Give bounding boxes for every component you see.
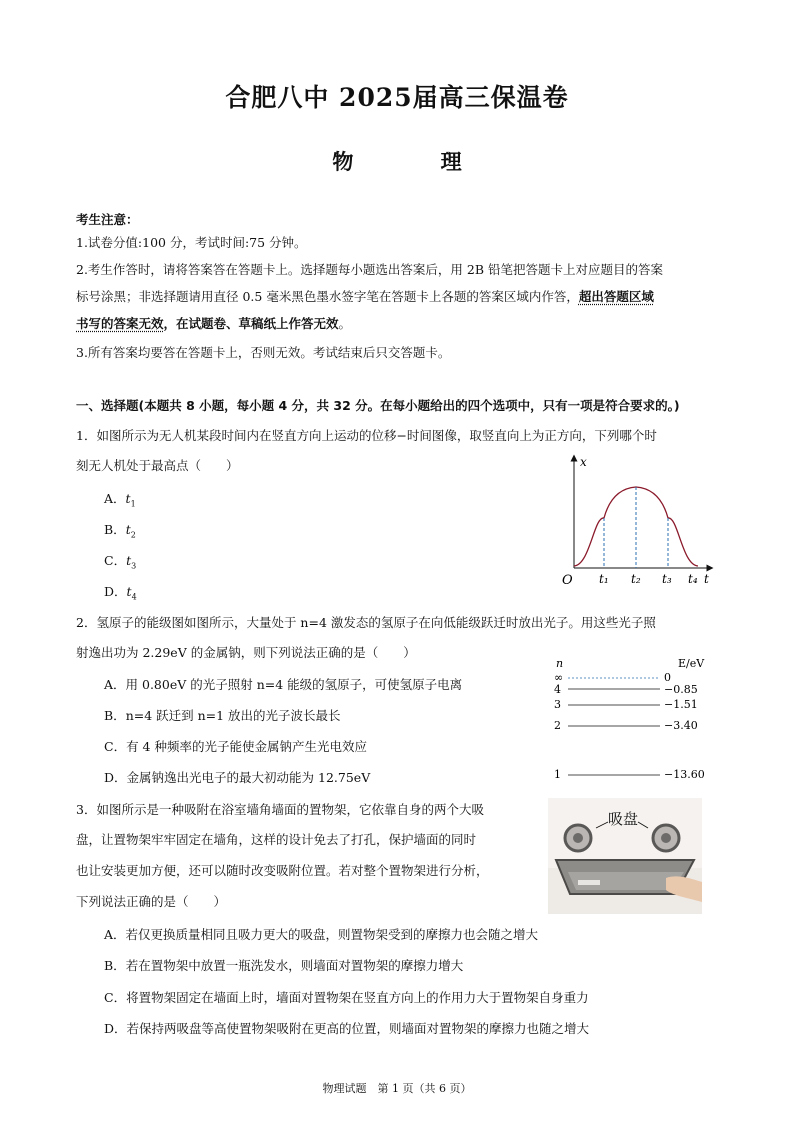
option-label: C．: [104, 990, 127, 1005]
option-label: A．: [104, 491, 126, 506]
energy-label: E/eV: [678, 657, 705, 670]
option-subscript: 1: [130, 499, 136, 509]
shelf-brand-plate: [578, 880, 600, 885]
notice-item-1: 1.试卷分值:100 分，考试时间:75 分钟。: [76, 235, 307, 250]
option-text: 若在置物架中放置一瓶洗发水，则墙面对置物架的摩擦力增大: [125, 958, 464, 973]
q2-option-b: [104, 706, 341, 724]
option-subscript: 3: [131, 561, 137, 571]
page-footer: 物理试题 第 1 页（共 6 页）: [322, 1082, 472, 1095]
notice-item-2-line-2: [76, 289, 654, 305]
level-e-1: −13.60: [664, 768, 705, 781]
q1-stem-line-2: 刻无人机处于最高点（ ）: [76, 458, 239, 473]
notice-emphasis: 超出答题区域: [578, 289, 654, 304]
option-label: D．: [104, 1021, 127, 1036]
option-text: 将置物架固定在墙面上时，墙面对置物架在竖直方向上的作用力大于置物架自身重力: [126, 990, 589, 1005]
q2-stem-line-2: 射逸出功为 2.29eV 的金属钠，则下列说法正确的是（ ）: [76, 645, 416, 660]
q2-option-d: [104, 768, 370, 786]
exam-title: 合肥八中 2025届高三保温卷: [225, 83, 569, 112]
shelf-photo: [548, 798, 702, 914]
suction-cup-label: 吸盘: [608, 810, 639, 828]
option-value: t: [125, 522, 131, 537]
option-text: 若仅更换质量相同且吸力更大的吸盘，则置物架受到的摩擦力也会随之增大: [125, 927, 539, 942]
level-n-4: 4: [554, 683, 561, 696]
level-n-1: 1: [554, 768, 561, 781]
notice-text: 。: [338, 316, 352, 331]
option-label: C．: [104, 553, 127, 568]
q1-option-c: [104, 551, 136, 571]
notice-emphasis: 书写的答案无效: [76, 316, 164, 331]
option-text: 有 4 种频率的光子能使金属钠产生光电效应: [126, 739, 367, 754]
subject-title: 物 理: [332, 149, 502, 174]
option-text: n=4 跃迁到 n=1 放出的光子波长最长: [125, 708, 341, 723]
notice-text: 标号涂黑；非选择题请用直径 0.5 毫米黑色墨水签字笔在答题卡上各题的答案区域内作答，: [76, 289, 579, 304]
option-value: t: [125, 491, 131, 506]
notice-item-2-line-3: [76, 316, 351, 332]
tick-t4: t₄: [688, 572, 698, 586]
q3-option-a: [104, 925, 538, 943]
level-e-inf: 0: [664, 671, 671, 684]
option-label: B．: [104, 522, 126, 537]
notice-item-3: 3.所有答案均要答在答题卡上，否则无效。考试结束后只交答题卡。: [76, 345, 451, 360]
option-label: A．: [104, 927, 126, 942]
suction-cup-left-knob: [573, 833, 583, 843]
tick-t1: t₁: [599, 572, 609, 586]
option-label: B．: [104, 958, 126, 973]
displacement-time-graph: [560, 452, 720, 590]
notice-emphasis: ，在试题卷、草稿纸上作答无效: [163, 316, 339, 331]
q1-option-a: [104, 489, 136, 509]
q3-option-b: [104, 956, 463, 974]
q1-option-d: [104, 582, 137, 602]
q3-stem-line-1: 3．如图所示是一种吸附在浴室墙角墙面的置物架，它依靠自身的两个大吸: [76, 802, 484, 817]
option-text: 若保持两吸盘等高使置物架吸附在更高的位置，则墙面对置物架的摩擦力也随之增大: [126, 1021, 590, 1036]
tick-t2: t₂: [631, 572, 641, 586]
option-value: t: [126, 584, 132, 599]
section-heading: 一、选择题(本题共 8 小题，每小题 4 分，共 32 分。在每小题给出的四个选项中，只有一项是符合要求的。): [76, 398, 680, 413]
level-e-3: −1.51: [664, 698, 698, 711]
option-subscript: 4: [131, 592, 137, 602]
q3-option-d: [104, 1019, 589, 1037]
option-text: 用 0.80eV 的光子照射 n=4 能级的氢原子，可使氢原子电离: [125, 677, 463, 692]
q2-option-a: [104, 675, 462, 693]
q3-stem-line-2: 盘，让置物架牢牢固定在墙角，这样的设计免去了打孔，保护墙面的同时: [76, 832, 477, 847]
option-label: B．: [104, 708, 126, 723]
q2-option-c: [104, 737, 367, 755]
q1-stem-line-1: 1．如图所示为无人机某段时间内在竖直方向上运动的位移−时间图像，取竖直向上为正方向，下列哪个时: [76, 428, 657, 443]
notice-item-2-line-1: 2.考生作答时，请将答案答在答题卡上。选择题每小题选出答案后，用 2B 铅笔把答题卡上对应题目的答案: [76, 262, 664, 277]
suction-cup-right-knob: [661, 833, 671, 843]
level-e-4: −0.85: [664, 683, 698, 696]
q3-stem-line-4: 下列说法正确的是（ ）: [76, 894, 227, 909]
level-e-2: −3.40: [664, 719, 698, 732]
notice-heading: 考生注意：: [76, 212, 139, 227]
option-label: D．: [104, 770, 127, 785]
q2-stem-line-1: 2．氢原子的能级图如图所示，大量处于 n=4 激发态的氢原子在向低能级跃迁时放出光子。用这些光子照: [76, 615, 656, 630]
x-axis-label: t: [704, 572, 709, 586]
tick-t3: t₃: [662, 572, 672, 586]
energy-level-diagram: [548, 656, 718, 786]
option-value: t: [126, 553, 132, 568]
option-text: 金属钠逸出光电子的最大初动能为 12.75eV: [126, 770, 371, 785]
option-label: D．: [104, 584, 127, 599]
origin-label: O: [562, 573, 573, 588]
option-label: C．: [104, 739, 127, 754]
y-axis-label: x: [580, 455, 587, 469]
n-label: n: [556, 657, 564, 670]
q3-stem-line-3: 也让安装更加方便，还可以随时改变吸附位置。若对整个置物架进行分析，: [76, 863, 489, 878]
level-n-inf: ∞: [554, 671, 564, 684]
option-label: A．: [104, 677, 126, 692]
q1-option-b: [104, 520, 136, 540]
q3-option-c: [104, 988, 589, 1006]
level-n-2: 2: [554, 719, 561, 732]
option-subscript: 2: [130, 530, 136, 540]
level-n-3: 3: [554, 698, 561, 711]
